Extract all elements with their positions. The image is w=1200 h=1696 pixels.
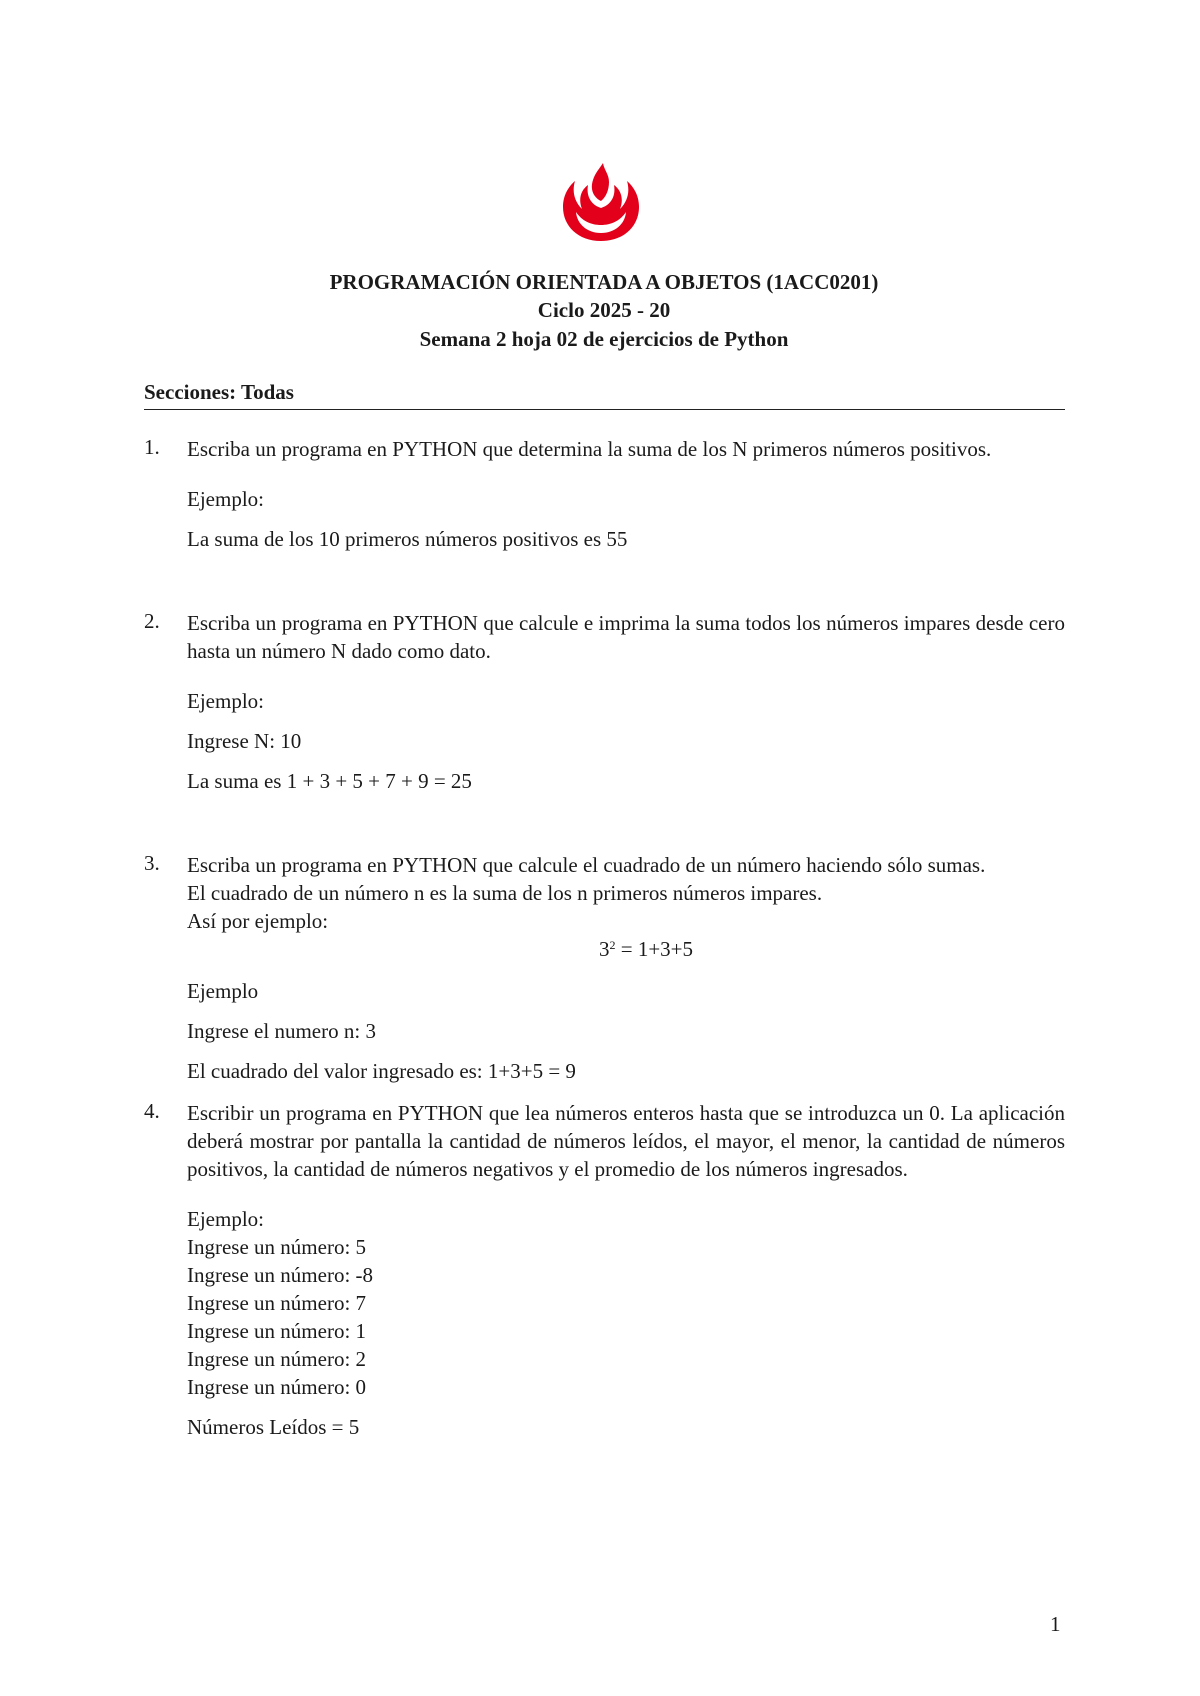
square-formula <box>187 935 1065 963</box>
upc-flame-logo <box>560 163 642 241</box>
exercise-statement: Escriba un programa en PYTHON que calcule el cuadrado de un número haciendo sólo sumas. <box>187 853 986 877</box>
exercise-statement: Escribir un programa en PYTHON que lea números enteros hasta que se introduzca un 0. La aplicación deberá mostrar por pantalla la cantidad de números leídos, el mayor, el menor, la cantidad de números positivos, la cantidad de números negativos y el promedio de los números ingresados. <box>187 1101 1065 1181</box>
exercise-2 <box>144 609 1065 795</box>
exercise-1 <box>144 435 1065 553</box>
example-label: Ejemplo: <box>187 1207 264 1231</box>
exercise-4 <box>144 1099 1065 1441</box>
example-line: Ingrese el numero n: 3 <box>187 1019 376 1043</box>
formula-exponent: 2 <box>609 938 616 952</box>
example-line: Ingrese un número: 0 <box>187 1375 367 1399</box>
exercise-number: 1. <box>144 435 160 459</box>
exercise-number: 3. <box>144 851 160 875</box>
example-line: Ingrese un número: 2 <box>187 1347 367 1371</box>
example-line: El cuadrado del valor ingresado es: 1+3+5 = 9 <box>187 1059 576 1083</box>
example-line: Ingrese un número: 1 <box>187 1319 367 1343</box>
exercise-statement: Escriba un programa en PYTHON que determina la suma de los N primeros números positivos. <box>187 437 992 461</box>
exercise-list <box>144 435 1065 1441</box>
example-label: Ejemplo <box>187 979 259 1003</box>
sections-label: Secciones: Todas <box>144 380 294 404</box>
example-label: Ejemplo: <box>187 487 264 511</box>
exercise-statement: Escriba un programa en PYTHON que calcule e imprima la suma todos los números impares desde cero hasta un número N dado como dato. <box>187 611 1065 663</box>
header-divider <box>144 409 1065 410</box>
formula-base: 3 <box>598 937 610 961</box>
formula-rest: = 1+3+5 <box>615 937 694 961</box>
example-line: Ingrese un número: 5 <box>187 1235 367 1259</box>
example-label: Ejemplo: <box>187 689 264 713</box>
exercise-note: El cuadrado de un número n es la suma de los n primeros números impares. <box>187 881 823 905</box>
example-line: Ingrese un número: -8 <box>187 1263 374 1287</box>
course-title: PROGRAMACIÓN ORIENTADA A OBJETOS (1ACC0201) <box>329 270 879 294</box>
cycle-title: Ciclo 2025 - 20 <box>537 298 671 322</box>
result-line: Números Leídos = 5 <box>187 1415 360 1439</box>
exercise-3 <box>144 851 1065 1085</box>
exercise-note: Así por ejemplo: <box>187 909 329 933</box>
exercise-number: 4. <box>144 1099 160 1123</box>
example-line: La suma de los 10 primeros números positivos es 55 <box>187 527 628 551</box>
example-line: Ingrese N: 10 <box>187 729 302 753</box>
example-line: Ingrese un número: 7 <box>187 1291 367 1315</box>
exercise-number: 2. <box>144 609 160 633</box>
sheet-title: Semana 2 hoja 02 de ejercicios de Python <box>419 327 789 351</box>
example-line: La suma es 1 + 3 + 5 + 7 + 9 = 25 <box>187 769 472 793</box>
page-number: 1 <box>1050 1612 1061 1636</box>
